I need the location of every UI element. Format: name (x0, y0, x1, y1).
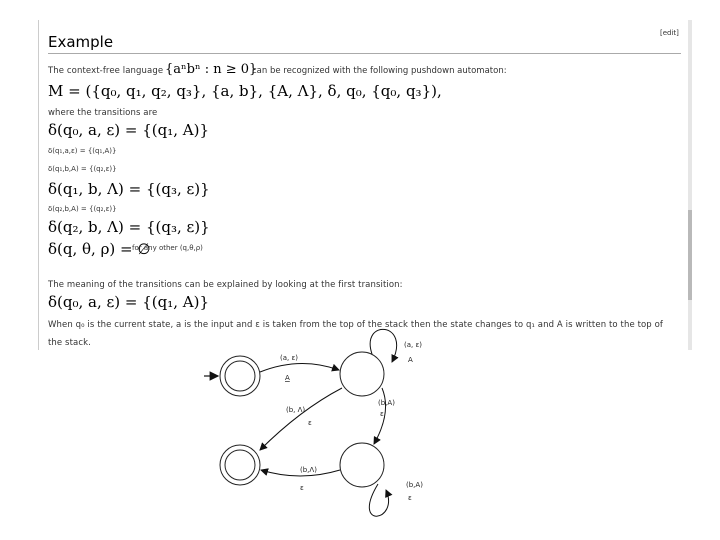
language-expression: {aⁿbⁿ : n ≥ 0} (165, 62, 258, 77)
label-start-top: (a, ε) (280, 354, 298, 362)
state-q1 (340, 352, 384, 396)
transition-7: δ(q, θ, ρ) = ∅ (48, 240, 151, 258)
edge-q0-q1 (260, 363, 339, 372)
state-q3 (220, 445, 260, 485)
edge-q1-q3 (260, 388, 342, 450)
intro-text: The context-free language (48, 66, 164, 76)
any-other-text: for any other (q,θ,ρ) (132, 244, 203, 252)
label-self-bottom: (b,A) (406, 481, 423, 489)
label-self-top: (a, ε) (404, 341, 422, 349)
label-mid-left-pop: ε (308, 419, 312, 427)
transition-5: δ(q₂,b,A) = {(q₂,ε)} (48, 205, 117, 213)
edit-link[interactable]: [edit] (660, 29, 679, 37)
state-q0 (220, 356, 260, 396)
transition-4: δ(q₁, b, Ʌ) = {(q₃, ε)} (48, 180, 210, 198)
transition-1: δ(q₀, a, ε) = {(q₁, A)} (48, 121, 210, 139)
where-text: where the transitions are (48, 108, 158, 118)
edge-q2-self (369, 484, 388, 516)
section-heading: Example (48, 33, 114, 51)
explain-line-1: When q₀ is the current state, a is the input and ε is taken from the top of the stack then the state changes to q₁ and A is written to the top of (48, 320, 663, 330)
label-start-bottom: A (285, 374, 290, 382)
explain-line-2: the stack. (48, 338, 91, 348)
label-right-down: (b,A) (378, 399, 395, 407)
intro-text-after: can be recognized with the following pushdown automaton: (252, 66, 507, 76)
transition-3: δ(q₁,b,A) = {(q₂,ε)} (48, 165, 117, 173)
edge-q1-self (370, 329, 396, 362)
meaning-transition: δ(q₀, a, ε) = {(q₁, A)} (48, 293, 210, 311)
label-self-top-push: A (408, 356, 413, 364)
machine-definition: M = ({q₀, q₁, q₂, q₃}, {a, b}, {A, Ʌ}, δ, q₀, {q₀, q₃}), (48, 82, 442, 100)
transition-6: δ(q₂, b, Ʌ) = {(q₃, ε)} (48, 218, 210, 236)
label-self-bottom-pop: ε (408, 494, 412, 502)
label-mid-left: (b, Ʌ) (286, 406, 306, 414)
transition-2: δ(q₁,a,ε) = {(q₁,A)} (48, 147, 117, 155)
label-right-down-pop: ε (380, 410, 384, 418)
label-bottom-mid: (b,Ʌ) (300, 466, 317, 474)
state-q2 (340, 443, 384, 487)
meaning-text: The meaning of the transitions can be explained by looking at the first transition: (48, 280, 403, 290)
label-bottom-mid-pop: ε (300, 484, 304, 492)
